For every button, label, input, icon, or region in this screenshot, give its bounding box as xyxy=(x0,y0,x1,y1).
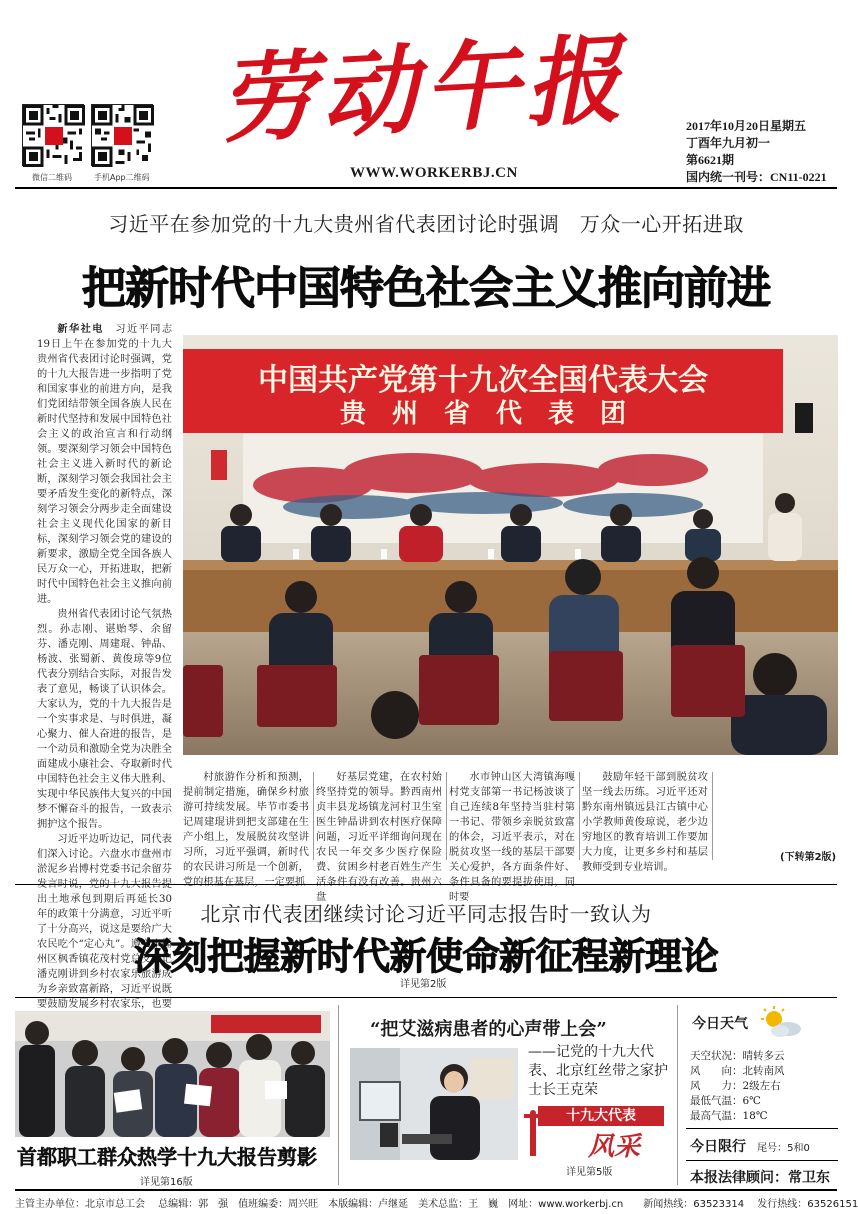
delegate-badge xyxy=(524,1102,666,1162)
feature-subtitle: ——记党的十九大代表、北京红丝带之家护士长王克荣 xyxy=(528,1044,668,1098)
lead-column-1 xyxy=(37,322,173,1010)
badge-bottom: 风采 xyxy=(587,1132,640,1162)
column-divider xyxy=(446,772,447,860)
column-divider xyxy=(313,772,314,860)
byline: 新华社电 xyxy=(57,324,104,335)
legal-advisor: 本报法律顾问：常卫东 xyxy=(690,1170,830,1186)
traffic-rule xyxy=(686,1128,838,1129)
weather-row: 最低气温：6℃ xyxy=(690,1095,761,1107)
traffic-restriction xyxy=(690,1136,810,1156)
photo-banner-line-2: 贵 州 省 代 表 团 xyxy=(339,399,626,429)
lead-paragraph-1: 习近平同志19日上午在参加党的十九大贵州省代表团讨论时强调，党的十九大报告进一步指明了党和国家事业的前进方向，是我们党团结带领全国各族人民在新时代坚持和发展中国特色社会主义的政治宣言和行动纲领。要深刻学习领会中国特色社会主义进入新时代的新论断，深刻学习领会我国社会主要矛盾发生变化的新特点，深刻学习领会分两步走全面建设社会主义现代化国家的新目标，深刻学习领会党的建设的新要求，激励全党全国各族人民万众一心，开拓进取，把新时代中国特色社会主义推向前进。 xyxy=(37,324,173,605)
feature-see-page[interactable]: 详见第5版 xyxy=(566,1167,613,1178)
badge-top: 十九大代表 xyxy=(538,1106,664,1126)
weather-row: 最高气温：18℃ xyxy=(690,1110,768,1122)
weather-box xyxy=(686,1003,838,1128)
traffic-label: 今日限行 xyxy=(690,1139,746,1155)
legal-rule xyxy=(686,1160,838,1161)
lead-column-3 xyxy=(316,770,442,903)
lead-headline: 把新时代中国特色社会主义推向前进 xyxy=(82,263,770,314)
nurse-photo-illustration xyxy=(350,1048,518,1160)
nurse-photo xyxy=(350,1048,518,1160)
lead-column-5 xyxy=(582,770,708,873)
lead-paragraph-2: 贵州省代表团讨论气氛热烈。孙志刚、谌贻琴、余留芬、潘克刚、周建琨、钟晶、杨波、张蜀新、黄俊琼等9位代表分别结合实际，对报告发表了意见，畅谈了认识体会。大家认为，党的十九大报告是一个实事求是、与时俱进，凝心聚力、催人奋进的报告，是一个动员和激励全党为决胜全面建成小康社会、夺取新时代中国特色社会主义伟大胜利、实现中华民族伟大复兴的中国梦不懈奋斗的报告，一致表示拥护这个报告。 xyxy=(37,609,172,830)
column-5-text: 鼓励年轻干部到脱贫攻坚一线去历练。习近平还对黔东南州镇远县江古镇中心小学教师黄俊琼说，老少边穷地区的教育培训工作要加大力度，让更多乡村和基层教师受到专业培训。 xyxy=(582,772,708,873)
newspaper-logo: 劳动午报 xyxy=(216,22,630,157)
section-rule xyxy=(15,884,837,885)
second-headline: 深刻把握新时代新使命新征程新理论 xyxy=(134,935,718,978)
weather-title: 今日天气 xyxy=(692,1016,748,1032)
traffic-tail: 尾号：5和0 xyxy=(757,1143,810,1154)
column-divider xyxy=(712,772,713,860)
issue-info xyxy=(686,118,827,186)
website-link[interactable]: WWW.WORKERBJ.CN xyxy=(350,165,518,181)
cn-number: 国内统一刊号：CN11-0221 xyxy=(686,170,827,184)
bottom-divider xyxy=(338,1005,339,1185)
issue-number: 第6621期 xyxy=(686,153,735,167)
section-rule xyxy=(15,997,837,998)
weather-row: 风 向：北转南风 xyxy=(690,1065,785,1077)
workers-study-title: 首都职工群众热学十九大报告剪影 xyxy=(17,1145,317,1169)
lead-photo xyxy=(183,335,838,755)
lunar-date: 丁酉年九月初一 xyxy=(686,136,771,150)
footer-rule xyxy=(15,1189,837,1191)
workers-study-photo xyxy=(15,1011,330,1137)
partly-cloudy-icon xyxy=(758,1005,804,1039)
wechat-qr-code xyxy=(22,104,84,166)
second-kicker: 北京市代表团继续讨论习近平同志报告时一致认为 xyxy=(200,902,652,926)
lead-kicker: 习近平在参加党的十九大贵州省代表团讨论时强调 万众一心开拓进取 xyxy=(108,212,744,236)
huabiao-icon xyxy=(524,1110,542,1156)
masthead-rule xyxy=(15,187,837,189)
lead-paragraph-3: 习近平边听边记，同代表们深入讨论。六盘水市盘州市淤泥乡岩博村党委书记余留芬发言时说，党的十九大报告提出土地承包到期后再延长30年的政策十分满意，习近平听了十分高兴，说这是要给广大农民吃个“定心丸”。遵义市播州区枫香镇花茂村党总支书记潘克刚讲到乡村农家乐旅游成为乡亲致富新路，习近平说既要鼓励发展乡村农家乐，也要 xyxy=(37,834,172,1010)
workers-see-page[interactable]: 详见第16版 xyxy=(140,1177,193,1188)
bottom-divider xyxy=(677,1005,678,1185)
weather-row: 风 力：2级左右 xyxy=(690,1080,781,1092)
column-4-text: 水市钟山区大湾镇海嘎村党支部第一书记杨波谈了自己连续8年坚持当驻村第一书记、带领乡亲脱贫致富的体会，习近平表示，对在脱贫攻坚一线的基层干部要关心爱护，各方面条件好、条件具备的要提拔使用，同时要 xyxy=(449,772,575,903)
photo-banner-line-1: 中国共产党第十九次全国代表大会 xyxy=(258,363,708,398)
issue-date: 2017年10月20日星期五 xyxy=(686,119,807,133)
wechat-qr-caption: 微信二维码 xyxy=(32,173,72,182)
lead-column-2 xyxy=(183,770,309,888)
app-qr-code xyxy=(91,104,153,166)
footer-credits: 主管主办单位：北京市总工会 总编辑：郭 强 值班编委：周兴旺 本版编辑：卢继延 美术总监：王 巍 网址：www.workerbj.cn 新闻热线：63523314 发行热线：63526151 xyxy=(15,1199,858,1210)
lead-column-4 xyxy=(449,770,575,903)
continued-note[interactable]: (下转第2版) xyxy=(780,852,837,863)
feature-title: “把艾滋病患者的心声带上会” xyxy=(370,1019,607,1040)
weather-details xyxy=(690,1049,836,1124)
weather-row: 天空状况：晴转多云 xyxy=(690,1050,785,1062)
workers-photo-illustration xyxy=(15,1011,330,1137)
second-see-page[interactable]: 详见第2版 xyxy=(400,979,447,990)
lead-column-6 xyxy=(715,770,838,830)
app-qr-caption: 手机App二维码 xyxy=(94,173,150,182)
column-2-text: 村旅游作分析和预测，提前制定措施，确保乡村旅游可持续发展。毕节市委书记周建琨讲到把支部建在生产小组上，发展脱贫攻坚讲习所，习近平强调，新时代的农民讲习所是一个创新，党的根基在基层，一定要抓 xyxy=(183,772,309,888)
column-3-text: 好基层党建，在农村始终坚持党的领导。黔西南州贞丰县龙场镇龙河村卫生室医生钟晶讲到农村医疗保障问题，习近平详细询问现在农民一年交多少医疗保险费、贫困乡村老百姓生产生活条件有没有改善。贵州六盘 xyxy=(316,772,442,903)
column-divider xyxy=(579,772,580,860)
